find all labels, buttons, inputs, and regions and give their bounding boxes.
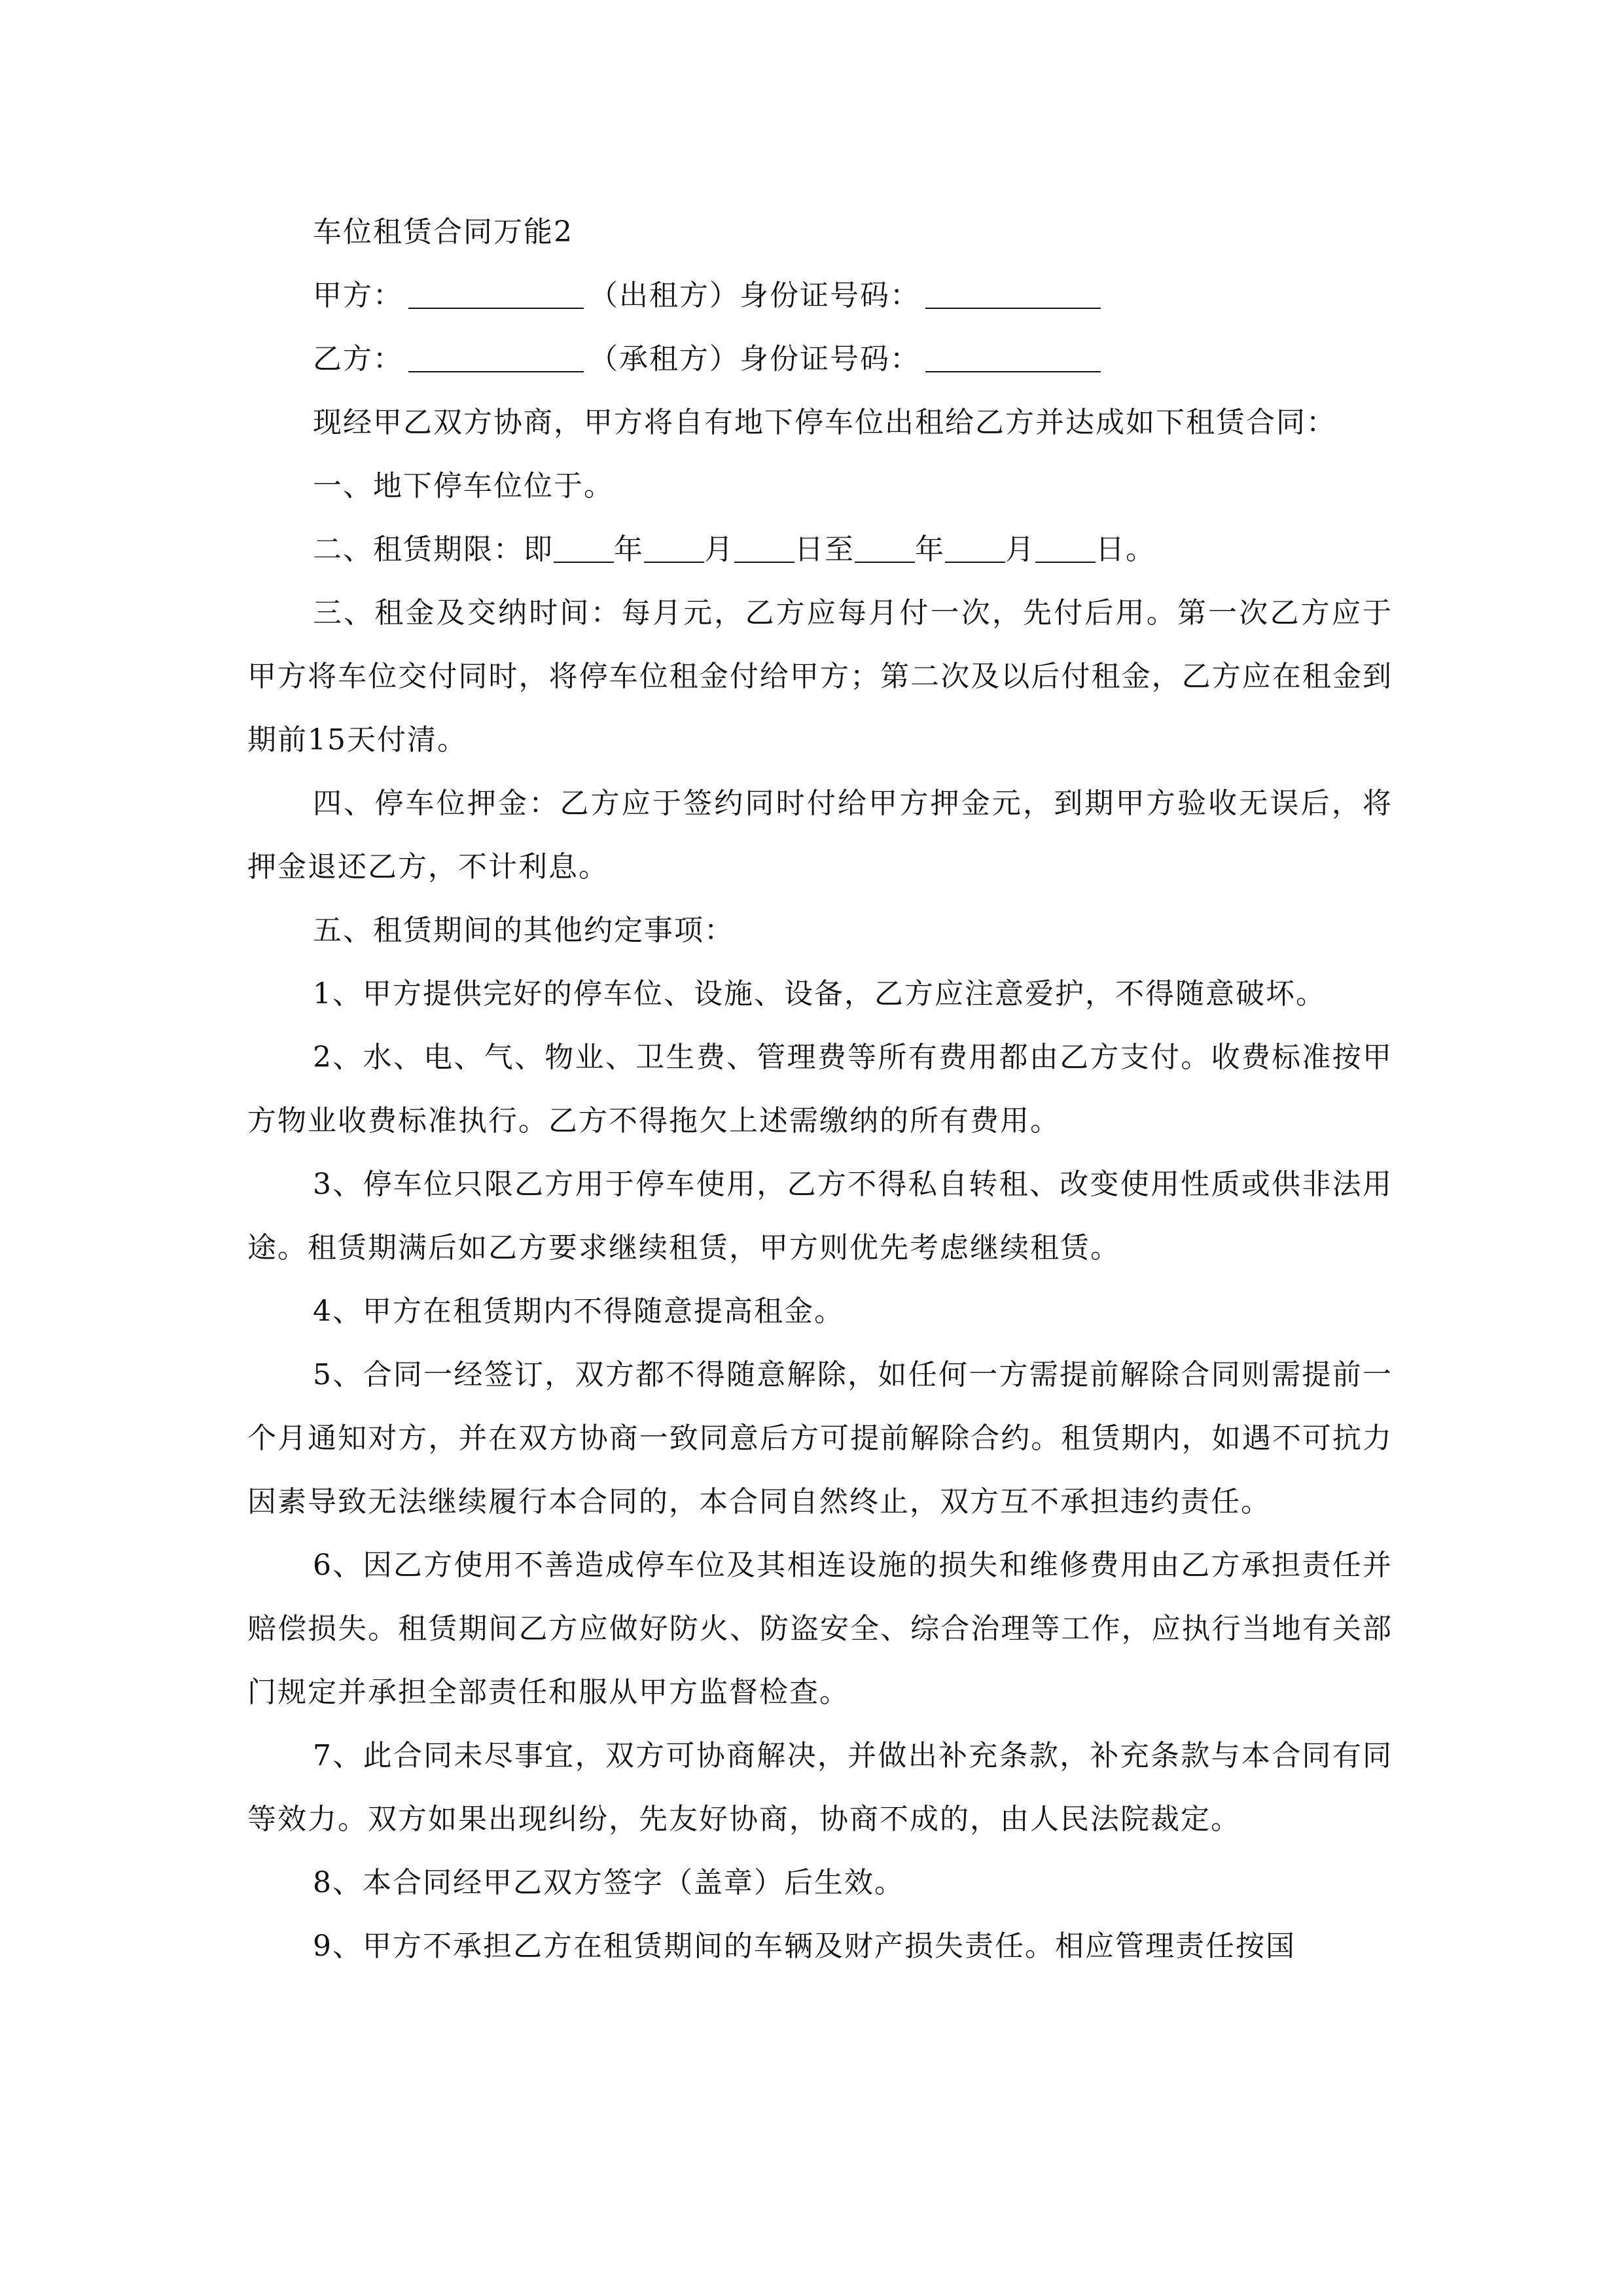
clause-5-heading: 五、租赁期间的其他约定事项：	[313, 914, 734, 947]
clause-4: 四、停车位押金：乙方应于签约同时付给甲方押金元，到期甲方验收无误后，将押金退还乙方，不计利息。	[247, 787, 1393, 884]
item-2: 2、水、电、气、物业、卫生费、管理费等所有费用都由乙方支付。收费标准按甲方物业收费标准执行。乙方不得拖欠上述需缴纳的所有费用。	[247, 1041, 1393, 1138]
end-year-blank	[855, 533, 915, 563]
party-a-name-blank	[408, 279, 584, 309]
document-title: 车位租赁合同万能2	[313, 215, 573, 249]
item-1: 1、甲方提供完好的停车位、设施、设备，乙方应注意爱护，不得随意破坏。	[313, 977, 1326, 1011]
item-6: 6、因乙方使用不善造成停车位及其相连设施的损失和维修费用由乙方承担责任并赔偿损失。租赁期间乙方应做好防火、防盗安全、综合治理等工作，应执行当地有关部门规定并承担全部责任和服从甲方监督检查。	[247, 1549, 1393, 1709]
start-year-label: 年	[614, 533, 644, 566]
party-b-role: （承租方）身份证号码：	[589, 342, 920, 376]
party-a-label: 甲方：	[313, 279, 403, 312]
contract-body	[247, 200, 1393, 1978]
item-8: 8、本合同经甲乙双方签字（盖章）后生效。	[313, 1866, 904, 1899]
clause-3: 三、租金及交纳时间：每月元，乙方应每月付一次，先付后用。第一次乙方应于甲方将车位交付同时，将停车位租金付给甲方；第二次及以后付租金，乙方应在租金到期前15天付清。	[247, 596, 1393, 757]
item-4: 4、甲方在租赁期内不得随意提高租金。	[313, 1295, 844, 1328]
start-month-label: 月	[704, 533, 734, 566]
end-year-label: 年	[915, 533, 945, 566]
start-day-label: 日至	[794, 533, 855, 566]
clause-2	[247, 518, 1393, 581]
intro-paragraph: 现经甲乙双方协商，甲方将自有地下停车位出租给乙方并达成如下租赁合同：	[313, 406, 1336, 439]
start-day-blank	[734, 533, 794, 563]
item-5: 5、合同一经签订，双方都不得随意解除，如任何一方需提前解除合同则需提前一个月通知对方，并在双方协商一致同意后方可提前解除合约。租赁期内，如遇不可抗力因素导致无法继续履行本合同的，本合同自然终止，双方互不承担违约责任。	[247, 1358, 1393, 1518]
end-month-label: 月	[1005, 533, 1035, 566]
end-month-blank	[945, 533, 1005, 563]
item-7: 7、此合同未尽事宜，双方可协商解决，并做出补充条款，补充条款与本合同有同等效力。双方如果出现纠纷，先友好协商，协商不成的，由人民法院裁定。	[247, 1739, 1393, 1836]
party-a-role: （出租方）身份证号码：	[589, 279, 920, 312]
party-b-id-blank	[925, 342, 1101, 372]
end-day-label: 日。	[1096, 533, 1156, 566]
party-b-label: 乙方：	[313, 342, 403, 376]
start-month-blank	[644, 533, 704, 563]
start-year-blank	[554, 533, 614, 563]
clause-2-prefix: 二、租赁期限：即	[313, 533, 554, 566]
party-a-id-blank	[925, 279, 1101, 309]
clause-1: 一、地下停车位位于。	[313, 469, 614, 503]
item-3: 3、停车位只限乙方用于停车使用，乙方不得私自转租、改变使用性质或供非法用途。租赁期满后如乙方要求继续租赁，甲方则优先考虑继续租赁。	[247, 1168, 1393, 1265]
party-b-name-blank	[408, 342, 584, 372]
party-a-line	[247, 264, 1393, 327]
item-9: 9、甲方不承担乙方在租赁期间的车辆及财产损失责任。相应管理责任按国	[313, 1929, 1296, 1963]
party-b-line	[247, 327, 1393, 391]
end-day-blank	[1035, 533, 1096, 563]
